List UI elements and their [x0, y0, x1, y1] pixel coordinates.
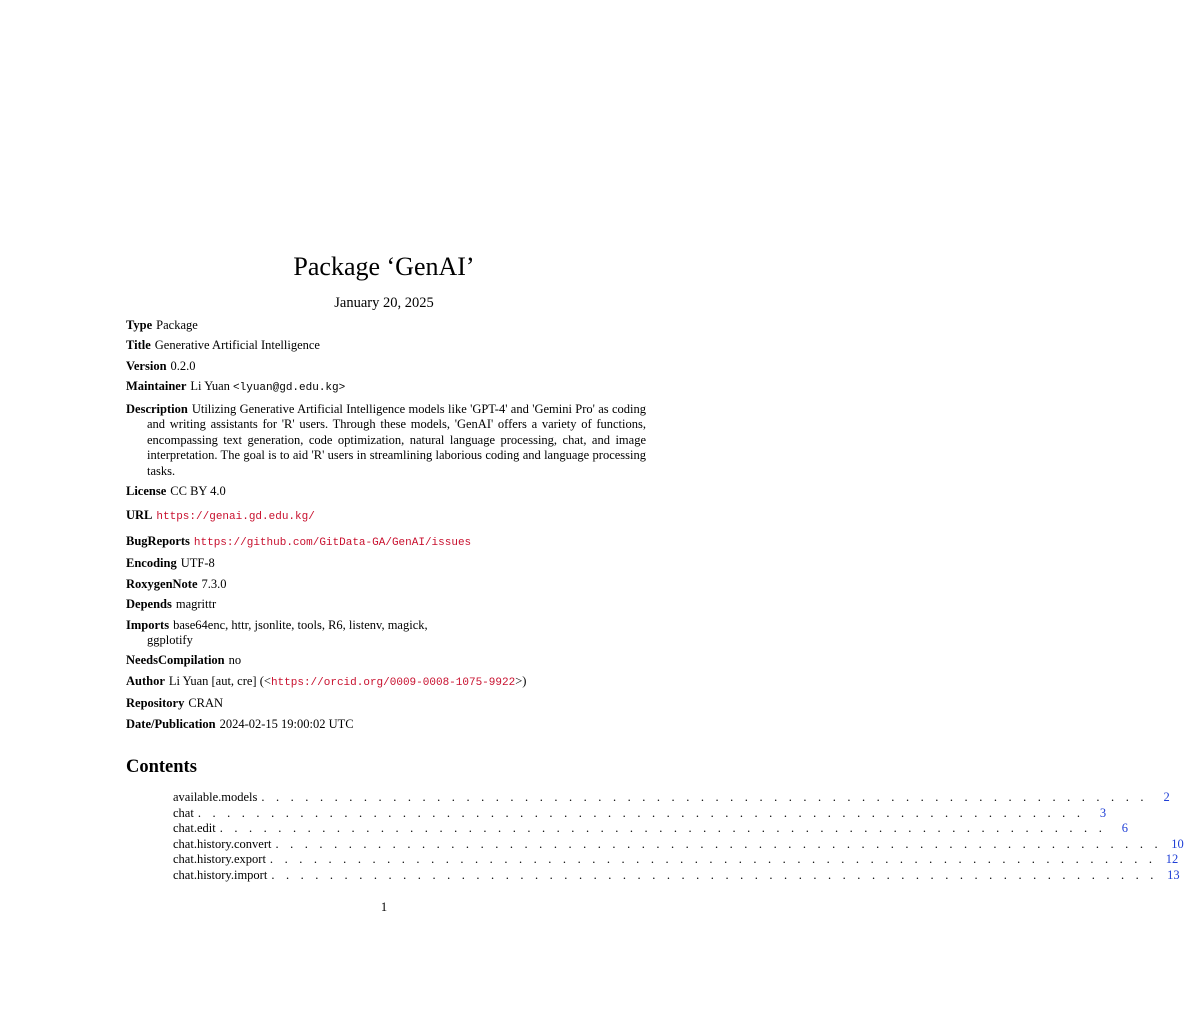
field-value: 0.2.0 [170, 358, 196, 373]
toc-leader-dots: . . . . . . . . . . . . . . . . . . . . . . . . . . . . . . . . . . . . . . . . . . . . . . . . . . . . . . . . . . . . . [269, 852, 1157, 866]
package-date: January 20, 2025 [334, 295, 434, 311]
field-value: magrittr [175, 597, 217, 612]
toc-entry[interactable] [173, 867, 1180, 884]
toc-entry-name: chat.history.import [173, 867, 268, 882]
field-value: CRAN [188, 696, 224, 711]
field-label: Depends [126, 597, 172, 612]
field-value: Utilizing Generative Artificial Intelligence models like 'GPT-4' and 'Gemini Pro' as coding and writing assistants for 'R' users. Through these models, 'GenAI' offers a variety of functions, encompassing text generation, code optimization, natural language processing, chat, and image interpretation. The goal is to aid 'R' users in streamlining laborious coding and language processing tasks. [147, 401, 646, 478]
table-of-contents [173, 790, 1184, 883]
field-bugreports [126, 534, 646, 552]
field-description [126, 402, 646, 480]
toc-entry[interactable] [173, 790, 1170, 806]
toc-leader-dots: . . . . . . . . . . . . . . . . . . . . . . . . . . . . . . . . . . . . . . . . . . . . . . . . . . . . . . . . . . . . . [261, 790, 1148, 804]
toc-entry-page[interactable]: 13 [1167, 867, 1180, 882]
field-type [126, 318, 646, 334]
field-label: Description [126, 401, 188, 416]
field-imports [126, 618, 646, 649]
contents-heading: Contents [126, 757, 197, 777]
field-value: base64enc, httr, jsonlite, tools, R6, listenv, magick, ggplotify [147, 617, 428, 648]
maintainer-email: <lyuan@gd.edu.kg> [233, 382, 346, 395]
field-value: Package [156, 318, 198, 332]
toc-entry[interactable] [173, 852, 1179, 868]
field-label: BugReports [126, 533, 190, 548]
toc-leader-dots: . . . . . . . . . . . . . . . . . . . . . . . . . . . . . . . . . . . . . . . . . . . . . . . . . . . . . . . . . . . . . [219, 821, 1107, 835]
field-label: Title [126, 338, 151, 353]
toc-entry-page[interactable]: 12 [1165, 852, 1179, 866]
page-number: 1 [380, 900, 388, 914]
field-title [126, 338, 646, 354]
field-value: Generative Artificial Intelligence [154, 338, 320, 353]
field-repository [126, 696, 646, 712]
toc-entry[interactable] [173, 805, 1107, 822]
field-author [126, 674, 646, 692]
field-datepublication [126, 717, 646, 733]
toc-leader-dots: . . . . . . . . . . . . . . . . . . . . . . . . . . . . . . . . . . . . . . . . . . . . . . . . . . . . . . . . . . . . . [271, 867, 1158, 882]
field-value: UTF-8 [180, 556, 215, 571]
field-maintainer [126, 379, 646, 397]
field-url [126, 508, 646, 526]
field-value: Li Yuan [aut, cre] (< [168, 673, 271, 688]
toc-entry-name: chat.edit [173, 821, 216, 835]
field-depends [126, 597, 646, 613]
field-label: URL [126, 508, 153, 523]
toc-entry-name: chat.history.export [173, 852, 266, 866]
field-label: Imports [126, 617, 170, 632]
field-label: NeedsCompilation [126, 653, 225, 668]
field-label: RoxygenNote [126, 576, 198, 591]
description-fields [126, 318, 646, 737]
toc-entry-name: available.models [173, 790, 258, 804]
field-label: Type [126, 318, 153, 332]
field-value: CC BY 4.0 [170, 483, 226, 498]
toc-entry[interactable] [173, 836, 1184, 853]
package-title: Package ‘GenAI’ [293, 252, 475, 281]
field-value: 2024-02-15 19:00:02 UTC [219, 716, 354, 731]
field-label: Author [126, 673, 165, 688]
url-link[interactable]: https://genai.gd.edu.kg/ [156, 511, 315, 524]
field-label: Repository [126, 696, 185, 711]
orcid-link[interactable]: https://orcid.org/0009-0008-1075-9922 [270, 676, 516, 689]
field-value: no [228, 653, 242, 668]
field-version [126, 359, 646, 375]
field-value: Li Yuan [190, 379, 234, 394]
field-license [126, 484, 646, 500]
toc-entry[interactable] [173, 821, 1129, 837]
toc-entry-page[interactable]: 3 [1099, 805, 1107, 820]
toc-leader-dots: . . . . . . . . . . . . . . . . . . . . . . . . . . . . . . . . . . . . . . . . . . . . . . . . . . . . . . . . . . . . . [197, 805, 1085, 820]
field-roxygennote [126, 577, 646, 593]
bugreports-link[interactable]: https://github.com/GitData-GA/GenAI/issues [193, 536, 472, 549]
field-label: Maintainer [126, 379, 187, 394]
field-needscompilation [126, 653, 646, 669]
field-value-suffix: >) [515, 673, 527, 688]
field-label: Date/Publication [126, 716, 216, 731]
field-label: Version [126, 358, 167, 373]
toc-entry-name: chat [173, 805, 194, 820]
toc-entry-page[interactable]: 2 [1163, 790, 1170, 804]
field-label: License [126, 483, 167, 498]
toc-entry-page[interactable]: 6 [1121, 821, 1129, 835]
field-encoding [126, 556, 646, 572]
toc-entry-name: chat.history.convert [173, 836, 272, 851]
toc-leader-dots: . . . . . . . . . . . . . . . . . . . . . . . . . . . . . . . . . . . . . . . . . . . . . . . . . . . . . . . . . . . . . [275, 836, 1162, 851]
toc-entry-page[interactable]: 10 [1171, 836, 1184, 851]
field-label: Encoding [126, 556, 177, 571]
field-value: 7.3.0 [201, 576, 227, 591]
